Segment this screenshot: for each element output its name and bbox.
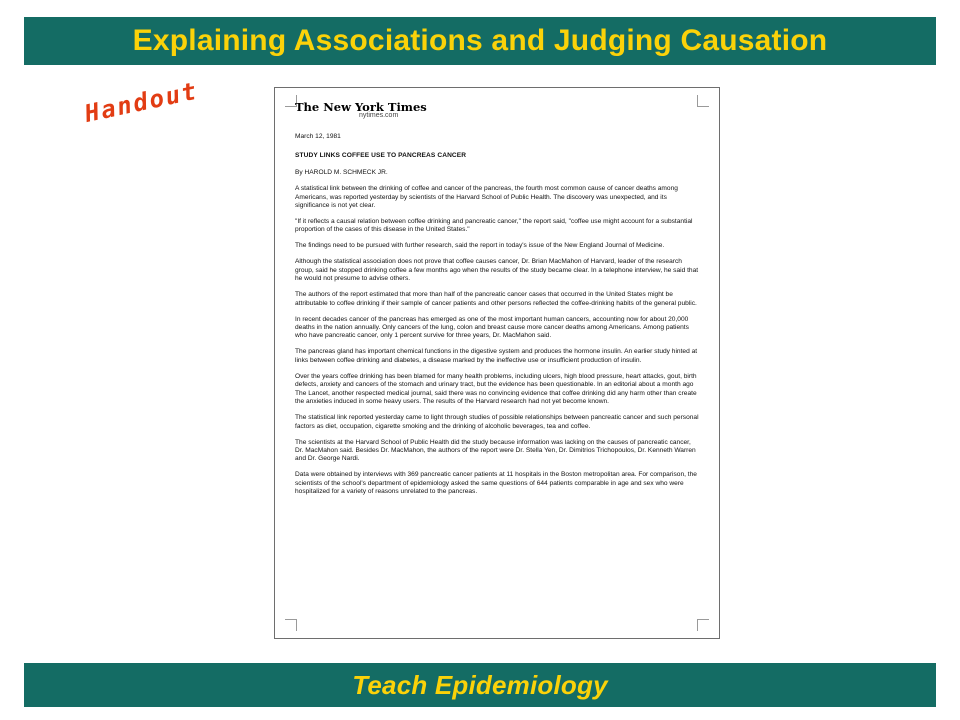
masthead xyxy=(295,100,699,121)
article-paragraph: The findings need to be pursued with further research, said the report in today's issue of the New England Journal of Medicine. xyxy=(295,242,665,250)
article-page xyxy=(274,87,720,639)
article xyxy=(295,100,699,504)
crop-mark-bottom-left xyxy=(285,619,297,631)
article-headline: STUDY LINKS COFFEE USE TO PANCREAS CANCER xyxy=(295,152,467,160)
article-paragraph: The scientists at the Harvard School of Public Health did the study because information was lacking on the causes of pancreatic cancer, Dr. MacMahon said. Besides Dr. MacMahon, the authors of the report were Dr. Stella Yen, Dr. Dimitrios Trichopoulos, Dr. Kenneth Warren and Dr. George Nardi. xyxy=(295,438,696,463)
article-paragraph: Although the statistical association does not prove that coffee causes cancer, Dr. Brian MacMahon of Harvard, leader of the research group, said he stopped drinking coffee a few months ago when the results of the study became clear. In a telephone interview, he said that he would not presume to advise others. xyxy=(295,258,699,283)
article-date: March 12, 1981 xyxy=(295,133,341,140)
slide-title: Explaining Associations and Judging Causation xyxy=(132,24,828,57)
article-paragraph: A statistical link between the drinking of coffee and cancer of the pancreas, the fourth most common cause of cancer deaths among Americans, was reported yesterday by scientists of the Harvard School of Public Health. The discovery was unexpected, and its significance is not yet clear. xyxy=(295,185,678,210)
site-url: nytimes.com xyxy=(359,112,399,119)
crop-mark-bottom-right xyxy=(697,619,709,631)
article-paragraph: The pancreas gland has important chemical functions in the digestive system and produces the hormone insulin. An earlier study hinted at links between coffee drinking and diabetes, a disease marked by the ineffective use or insufficient production of insulin. xyxy=(295,348,698,364)
handout-label: Handout xyxy=(82,76,201,128)
article-paragraph: Over the years coffee drinking has been blamed for many health problems, including ulcers, high blood pressure, heart attacks, gout, birth defects, anxiety and cancers of the stomach and urinary tract, but the evidence has been questionable. In an editorial about a month ago The Lancet, another respected medical journal, said there was no convincing evidence that coffee drinking did any harm other than create the anxieties induced in some heavy users. The results of the Harvard research had not yet become known. xyxy=(295,372,697,406)
article-paragraph: In recent decades cancer of the pancreas has emerged as one of the most important human cancers, accounting now for about 20,000 deaths in the nation annually. Only cancers of the lung, colon and breast cause more cancer deaths among Americans. Among patients who have pancreatic cancer, only 1 percent survive for three years, Dr. MacMahon said. xyxy=(295,315,689,340)
article-byline: By HAROLD M. SCHMECK JR. xyxy=(295,168,388,176)
article-paragraph: The statistical link reported yesterday came to light through studies of possible relationships between pancreatic cancer and such personal factors as diet, occupation, cigarette smoking and the drinking of alcoholic beverages, tea and coffee. xyxy=(295,414,699,430)
footer-title: Teach Epidemiology xyxy=(352,669,608,700)
article-paragraph: "If it reflects a causal relation between coffee drinking and pancreatic cancer," the report said, "coffee use might account for a substantial proportion of the cases of this disease in the United States." xyxy=(295,218,693,234)
article-paragraph: The authors of the report estimated that more than half of the pancreatic cancer cases that occurred in the United States might be attributable to coffee drinking if their sample of cancer patients and other persons reflected the coffee-drinking habits of the general public. xyxy=(295,291,697,307)
header-banner xyxy=(24,17,936,65)
footer-banner xyxy=(24,663,936,707)
article-paragraph: Data were obtained by interviews with 369 pancreatic cancer patients at 11 hospitals in the Boston metropolitan area. For comparison, the scientists of the school's department of epidemiology asked the same questions of 644 patients comparable in age and sex who were hospitalized for a variety of reasons unrelated to the pancreas. xyxy=(295,471,697,496)
nyt-logo: The New York Times xyxy=(295,100,427,114)
